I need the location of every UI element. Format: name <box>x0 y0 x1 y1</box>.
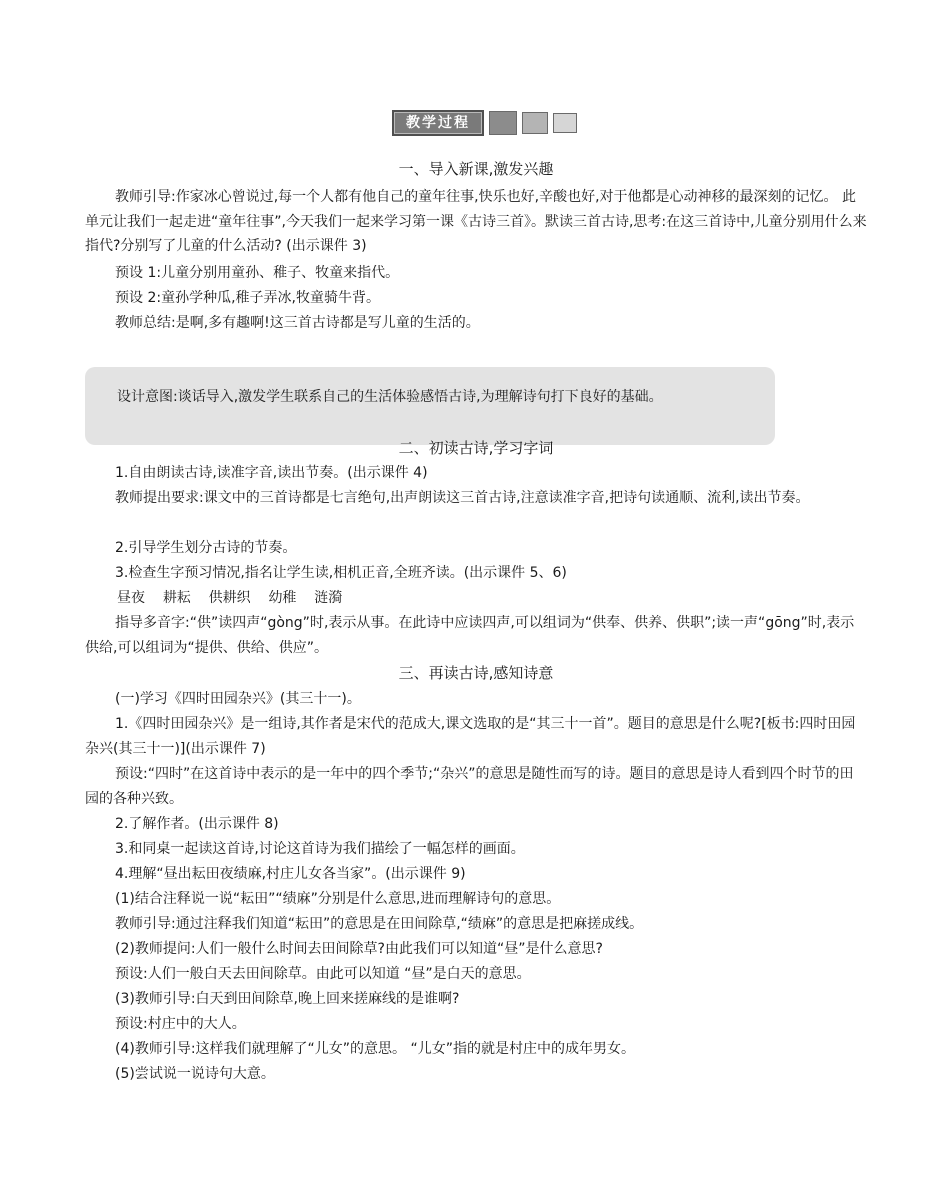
paragraph-preset-step-2: 预设:人们一般白天去田间除草。由此可以知道 “昼”是白天的意思。 <box>115 966 531 982</box>
paragraph-step-1: (1)结合注释说一说“耘田”“绩麻”分别是什么意思,进而理解诗句的意思。 <box>115 891 561 907</box>
section-heading-3: 三、再读古诗,感知诗意 <box>398 664 554 682</box>
paragraph-teacher-intro: 教师引导:作家冰心曾说过,每一个人都有他自己的童年往事,快乐也好,辛酸也好,对于他都是心动神移的最深刻的记忆。 此单元让我们一起走进“童年往事”,今天我们一起来学习第一课《古诗三首》。默读三首古诗,思考:在这三首诗中,儿童分别用什么来指代?分别写了儿童的什么活动? (出示课件 3) <box>85 189 867 254</box>
paragraph-item-3: 3.检查生字预习情况,指名让学生读,相机正音,全班齐读。(出示课件 5、6) <box>115 565 567 581</box>
word-item: 昼夜 <box>117 590 145 606</box>
decorative-square-icon <box>553 113 577 133</box>
paragraph-question-2: 2.了解作者。(出示课件 8) <box>115 816 279 832</box>
paragraph-item-1: 1.自由朗读古诗,读准字音,读出节奏。(出示课件 4) <box>115 465 428 481</box>
paragraph-question-3: 3.和同桌一起读这首诗,讨论这首诗为我们描绘了一幅怎样的画面。 <box>115 841 525 857</box>
teaching-process-title: 教学过程 <box>392 110 484 136</box>
paragraph-step-2: (2)教师提问:人们一般什么时间去田间除草?由此我们可以知道“昼”是什么意思? <box>115 941 603 957</box>
design-intent-box <box>85 367 775 445</box>
section-heading-2: 二、初读古诗,学习字词 <box>398 439 554 457</box>
word-item: 耕耘 <box>162 590 191 606</box>
paragraph-preset-q1: 预设:“四时”在这首诗中表示的是一年中的四个季节;“杂兴”的意思是随性而写的诗。题目的意思是诗人看到四个时节的田园的各种兴致。 <box>85 766 854 807</box>
decorative-square-icon <box>522 112 548 134</box>
paragraph-preset-2: 预设 2:童孙学种瓜,稚子弄冰,牧童骑牛背。 <box>115 290 380 306</box>
paragraph-sub-1: (一)学习《四时田园杂兴》(其三十一)。 <box>115 691 361 707</box>
document-page <box>85 0 867 1200</box>
paragraph-question-1: 1.《四时田园杂兴》是一组诗,其作者是宋代的范成大,课文选取的是“其三十一首”。题目的意思是什么呢?[板书:四时田园杂兴(其三十一)](出示课件 7) <box>85 716 856 757</box>
paragraph-question-4: 4.理解“昼出耘田夜绩麻,村庄儿女各当家”。(出示课件 9) <box>115 866 466 882</box>
design-intent-text: 设计意图:谈话导入,激发学生联系自己的生活体验感悟古诗,为理解诗句打下良好的基础。 <box>117 389 663 405</box>
word-item: 涟漪 <box>314 590 343 606</box>
section-title-banner <box>392 110 577 136</box>
paragraph-step-5: (5)尝试说一说诗句大意。 <box>115 1066 275 1082</box>
paragraph-preset-step-3: 预设:村庄中的大人。 <box>115 1016 246 1032</box>
paragraph-teacher-summary: 教师总结:是啊,多有趣啊!这三首古诗都是写儿童的生活的。 <box>115 315 480 331</box>
paragraph-polyphone: 指导多音字:“供”读四声“gòng”时,表示从事。在此诗中应读四声,可以组词为“供奉、供养、供职”;读一声“gōng”时,表示供给,可以组词为“提供、供给、供应”。 <box>85 615 855 656</box>
word-list <box>117 586 867 611</box>
word-item: 供耕织 <box>208 590 251 606</box>
paragraph-item-2: 2.引导学生划分古诗的节奏。 <box>115 540 297 556</box>
paragraph-guide-1: 教师引导:通过注释我们知道“耘田”的意思是在田间除草,“绩麻”的意思是把麻搓成线。 <box>115 916 644 932</box>
paragraph-step-4: (4)教师引导:这样我们就理解了“儿女”的意思。 “儿女”指的就是村庄中的成年男女。 <box>115 1041 636 1057</box>
section-heading-1: 一、导入新课,激发兴趣 <box>398 160 554 178</box>
paragraph-step-3: (3)教师引导:白天到田间除草,晚上回来搓麻线的是谁啊? <box>115 991 460 1007</box>
paragraph-preset-1: 预设 1:儿童分别用童孙、稚子、牧童来指代。 <box>115 265 400 281</box>
decorative-square-icon <box>489 111 517 135</box>
paragraph-requirement: 教师提出要求:课文中的三首诗都是七言绝句,出声朗读这三首古诗,注意读准字音,把诗句读通顺、流利,读出节奏。 <box>115 490 810 506</box>
word-item: 幼稚 <box>268 590 297 606</box>
